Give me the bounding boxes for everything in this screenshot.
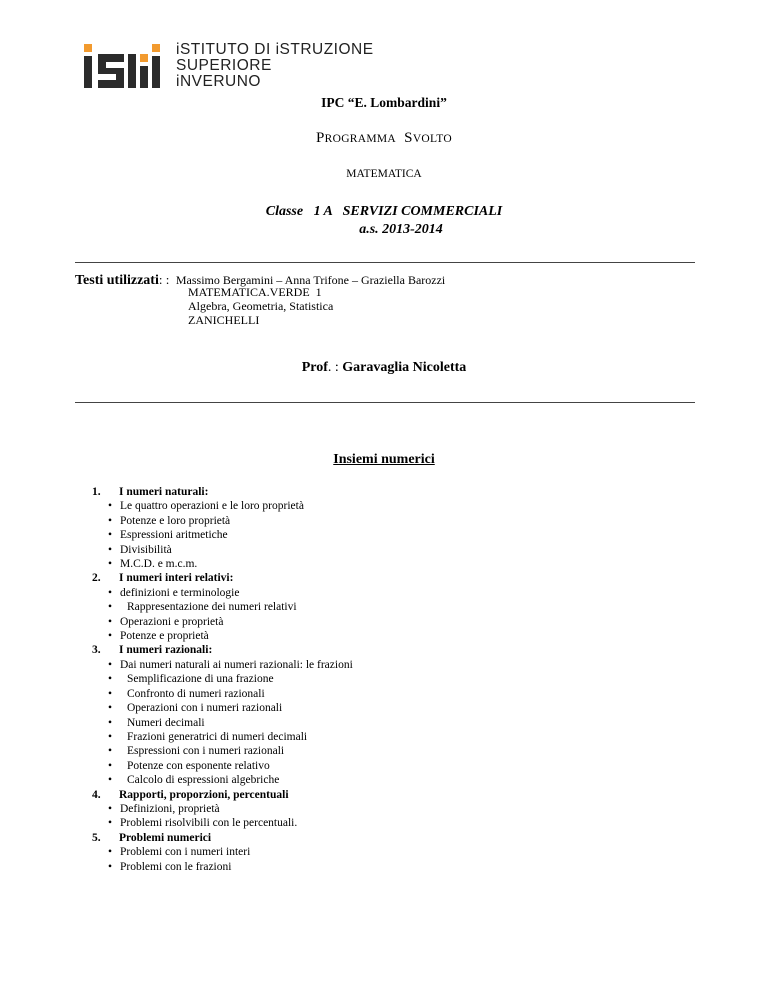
subtopic-text: M.C.D. e m.c.m. [120,558,198,571]
subtopic-item [92,672,353,686]
subtopic-item [92,860,353,874]
subtopic-item [92,557,353,571]
bullet-icon: • [108,543,113,556]
bullet-icon: • [108,615,113,628]
school-name: IPC “E. Lombardini” [321,95,447,110]
subtopic-item [92,816,353,830]
bullet-icon: • [108,702,113,715]
topic-item [92,831,353,845]
subtopic-text: Problemi con i numeri interi [120,846,251,859]
subtopic-text: Operazioni con i numeri razionali [127,702,283,715]
subtopic-text: Operazioni e proprietà [120,615,224,628]
topic-title: I numeri razionali: [119,644,213,657]
bullet-icon: • [108,817,113,830]
logo-line-1: iSTITUTO DI iSTRUZIONE [176,41,374,58]
subtopic-text: Potenze e loro proprietà [120,514,231,527]
bullet-icon: • [108,802,113,815]
subtopic-item [92,759,353,773]
subtopic-item [92,730,353,744]
school-logo [84,40,404,92]
topic-number: 2. [92,572,101,585]
bullet-icon: • [108,630,113,643]
subtopic-text: Dai numeri naturali ai numeri razionali: le frazioni [120,658,353,671]
divider-bottom [75,402,695,403]
subtopic-item [92,845,353,859]
bullet-icon: • [108,716,113,729]
topic-number: 4. [92,788,101,801]
subtopic-item [92,701,353,715]
subtopic-text: Problemi con le frazioni [120,860,232,873]
class-line: Classe 1 A SERVIZI COMMERCIALI [265,204,503,219]
book-publisher: ZANICHELLI [188,313,260,327]
teacher-sep: . : [327,360,339,375]
subtopic-text: Calcolo di espressioni algebriche [127,774,280,787]
bullet-icon: • [108,586,113,599]
topic-title: I numeri interi relativi: [119,572,234,585]
bullet-icon: • [108,774,113,787]
section-title: Insiemi numerici [333,452,435,467]
subtopic-text: Potenze con esponente relativo [127,759,270,772]
subtopic-text: Divisibilità [120,543,172,556]
bullet-icon: • [108,500,113,513]
subtopic-item [92,802,353,816]
title-s: S [404,130,413,146]
topics-list [92,485,353,874]
subtopic-item [92,543,353,557]
isi-logo-mark [84,40,174,92]
subtopic-item [92,528,353,542]
topic-item [92,643,353,657]
teacher-name: Garavaglia Nicoletta [342,360,467,375]
topic-number: 5. [92,831,101,844]
books-details [188,285,333,327]
bullet-icon: • [108,745,113,758]
subtopic-item [92,658,353,672]
subtopic-text: Definizioni, proprietà [120,802,220,815]
title-volto: VOLTO [412,133,453,145]
teacher-line [0,360,768,376]
topic-number: 3. [92,644,101,657]
subject-name: MATEMATICA [346,168,422,180]
topic-title: Rapporti, proporzioni, percentuali [119,788,289,801]
subtopic-item [92,586,353,600]
books-sep: : : [158,272,170,287]
logo-line-2: SUPERIORE [176,57,272,74]
subtopic-text: Rappresentazione dei numeri relativi [127,601,297,614]
subtopic-text: Semplificazione di una frazione [127,673,274,686]
subtopic-text: Le quattro operazioni e le loro proprietà [120,500,304,513]
subtopic-text: Numeri decimali [127,716,205,729]
books-authors: Massimo Bergamini – Anna Trifone – Graziella Barozzi [175,273,446,287]
bullet-icon: • [108,673,113,686]
subtopic-text: definizioni e terminologie [120,586,240,599]
book-subtitle: Algebra, Geometria, Statistica [188,299,334,313]
topic-item [92,788,353,802]
subtopic-item [92,744,353,758]
bullet-icon: • [108,860,113,873]
class-info [0,203,768,239]
bullet-icon: • [108,687,113,700]
book-title: MATEMATICA.VERDE 1 [188,285,322,299]
logo-text [176,42,374,90]
teacher-label: Prof [301,360,328,375]
bullet-icon: • [108,558,113,571]
books-label: Testi utilizzati [75,273,159,288]
subtopic-text: Espressioni aritmetiche [120,529,228,542]
topic-number: 1. [92,486,101,498]
bullet-icon: • [108,658,113,671]
subtopic-item [92,687,353,701]
bullet-icon: • [108,730,113,743]
subtopic-text: Potenze e proprietà [120,630,209,643]
subtopic-item [92,499,353,513]
topic-title: I numeri naturali: [119,486,209,498]
bullet-icon: • [108,759,113,772]
title-rogramma: ROGRAMMA [324,133,397,145]
bullet-icon: • [108,601,113,614]
document-title [0,130,768,147]
subtopic-text: Frazioni generatrici di numeri decimali [127,730,308,743]
title-p: P [315,130,325,146]
logo-line-3: iNVERUNO [176,73,261,90]
divider-top [75,262,695,263]
year-line: a.s. 2013-2014 [359,222,443,237]
subtopic-item [92,615,353,629]
subtopic-item [92,514,353,528]
topic-title: Problemi numerici [119,831,212,844]
subtopic-item [92,629,353,643]
bullet-icon: • [108,529,113,542]
subtopic-text: Espressioni con i numeri razionali [127,745,285,758]
subtopic-item [92,600,353,614]
subtopic-item [92,773,353,787]
bullet-icon: • [108,514,113,527]
subtopic-text: Problemi risolvibili con le percentuali. [120,817,298,830]
bullet-icon: • [108,846,113,859]
topic-item [92,571,353,585]
topic-item [92,485,353,499]
subtopic-text: Confronto di numeri razionali [127,687,265,700]
subtopic-item [92,716,353,730]
